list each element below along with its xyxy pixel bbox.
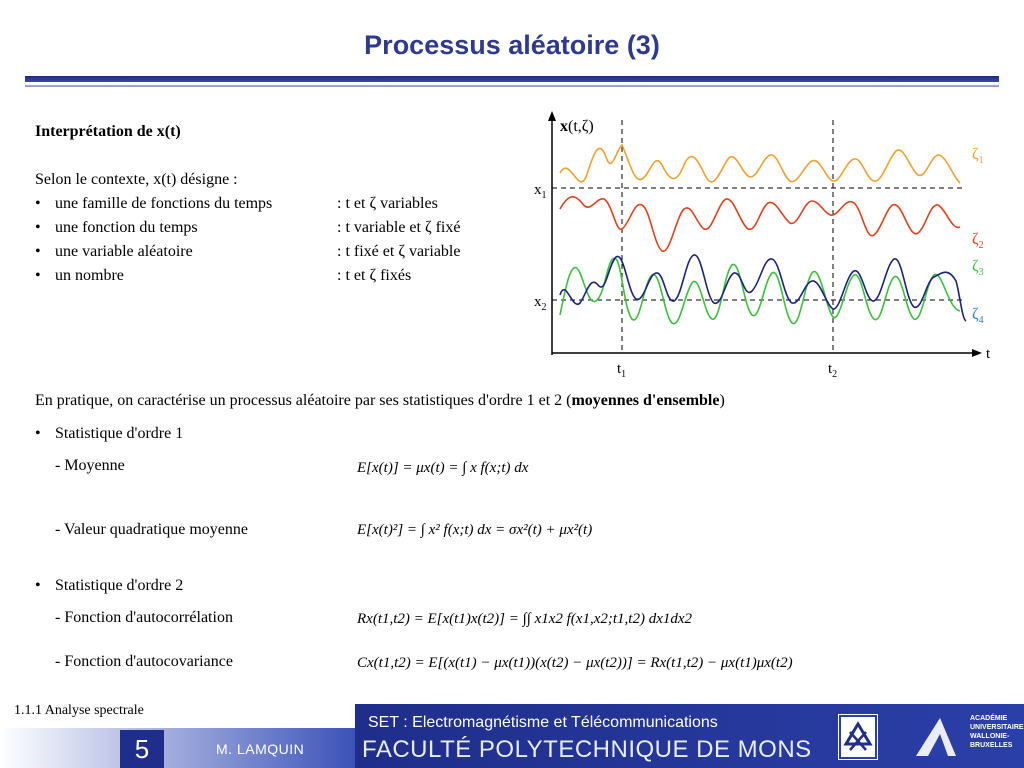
autocorr-label: - Fonction d'autocorrélation [55, 609, 233, 626]
autocov-formula: Cx(t1,t2) = E[(x(t1) − μx(t1))(x(t2) − μx(t2))] = Rx(t1,t2) − μx(t1)μx(t2) [357, 655, 793, 671]
bullet-icon: • [35, 577, 41, 594]
title-rule [25, 76, 999, 82]
curve-zeta4 [560, 255, 966, 321]
curve-label-zeta4: $\zeta_4$ [972, 306, 984, 326]
curve-zeta1 [560, 145, 960, 183]
practice-sentence: En pratique, on caractérise un processus aléatoire par ses statistiques d'ordre 1 et 2 (moyennes d'ensemble) [35, 392, 725, 409]
title-rule-thin [25, 85, 999, 87]
bullet-icon: • [35, 195, 41, 212]
page-number: 5 [120, 730, 164, 768]
x1-label: $x_1$ [534, 182, 547, 201]
curve-label-zeta3: $\zeta_3$ [972, 258, 984, 278]
faculty-name: FACULTÉ POLYTECHNIQUE DE MONS [362, 736, 812, 763]
list-item-label: une fonction du temps [55, 219, 198, 236]
interpretation-heading: Interprétation de x(t) [35, 123, 181, 140]
process-realizations-figure [520, 105, 1000, 390]
msq-label: - Valeur quadratique moyenne [55, 521, 248, 538]
list-item-label: une famille de fonctions du temps [55, 195, 273, 212]
bullet-icon: • [35, 219, 41, 236]
x-axis-arrow-icon [972, 349, 982, 357]
author-name: M. LAMQUIN [216, 741, 305, 757]
curve-zeta2 [560, 197, 960, 252]
list-item-label: un nombre [55, 267, 124, 284]
y-axis-label: x(t,ζ) [560, 118, 594, 135]
academy-logo-icon [906, 712, 966, 762]
y-axis-arrow-icon [548, 111, 556, 121]
interpretation-intro: Selon le contexte, x(t) désigne : [35, 171, 238, 188]
t2-label: $t_2$ [828, 361, 838, 380]
x-axis-label: t [986, 346, 991, 362]
slide-title: Processus aléatoire (3) [364, 30, 660, 60]
mean-formula: E[x(t)] = μx(t) = ∫ x f(x;t) dx [357, 460, 529, 476]
msq-formula: E[x(t)²] = ∫ x² f(x;t) dx = σx²(t) + μx²(t) [357, 522, 593, 538]
section-label: 1.1.1 Analyse spectrale [14, 703, 144, 718]
course-title: SET : Electromagnétisme et Télécommunications [368, 714, 718, 731]
list-item-desc: : t fixé et ζ variable [337, 243, 461, 260]
curve-label-zeta2: $\zeta_2$ [972, 231, 984, 251]
autocorr-formula: Rx(t1,t2) = E[x(t1)x(t2)] = ∫∫ x1x2 f(x1,x2;t1,t2) dx1dx2 [357, 611, 693, 627]
list-item-desc: : t et ζ variables [337, 195, 438, 212]
list-item-desc: : t variable et ζ fixé [337, 219, 461, 236]
fpms-logo-icon [838, 714, 878, 760]
autocov-label: - Fonction d'autocovariance [55, 653, 233, 670]
x2-label: $x_2$ [534, 294, 547, 313]
academy-label: ACADÉMIE UNIVERSITAIRE WALLONIE-BRUXELLES [970, 715, 1024, 749]
bullet-icon: • [35, 267, 41, 284]
list-item-desc: : t et ζ fixés [337, 267, 412, 284]
bullet-icon: • [35, 425, 41, 442]
bullet-icon: • [35, 243, 41, 260]
mean-label: - Moyenne [55, 457, 125, 474]
order2-heading: Statistique d'ordre 2 [55, 577, 184, 594]
list-item-label: une variable aléatoire [55, 243, 193, 260]
t1-label: $t_1$ [617, 361, 627, 380]
curve-zeta3 [560, 258, 960, 323]
order1-heading: Statistique d'ordre 1 [55, 425, 184, 442]
curve-label-zeta1: $\zeta_1$ [972, 146, 984, 166]
